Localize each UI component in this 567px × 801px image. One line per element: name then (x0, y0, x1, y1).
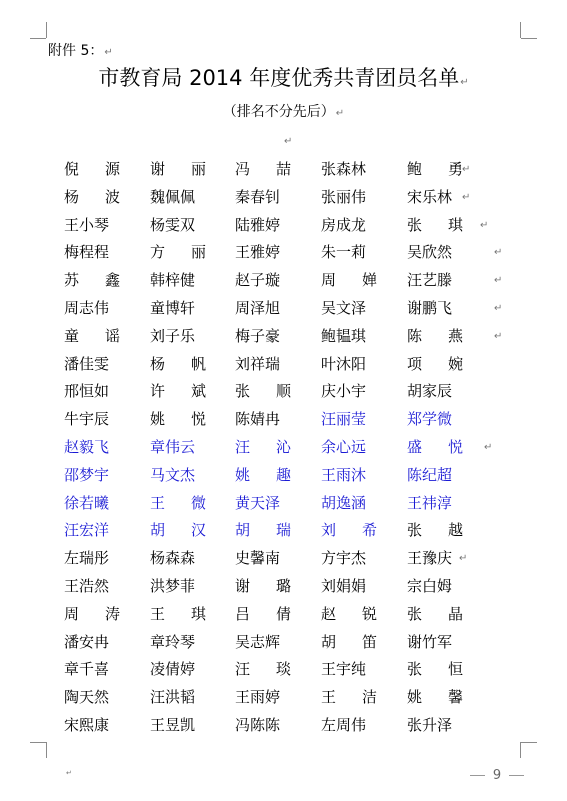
name-cell: 汪艺滕 (407, 271, 453, 290)
paragraph-mark: ↵ (460, 77, 469, 88)
name-cell: 胡 笛 (321, 632, 377, 651)
name-cell: 邵梦宇 (64, 465, 110, 484)
names-list (64, 156, 534, 740)
name-cell: 周志伟 (64, 298, 110, 317)
name-cell: 许 斌 (150, 382, 206, 401)
attachment-label-text: 附件 5： (48, 43, 104, 59)
crop-mark-top-right-h (521, 38, 537, 39)
name-row (64, 462, 534, 490)
page-number: 9 (492, 768, 502, 783)
name-cell: 苏 鑫 (64, 271, 120, 290)
name-row (64, 406, 534, 434)
name-cell: 潘佳雯 (64, 354, 110, 373)
paragraph-mark: ↵ (335, 108, 345, 119)
name-cell: 王豫庆 (407, 549, 453, 568)
name-row (64, 378, 534, 406)
name-cell: 赵子璇 (235, 271, 281, 290)
name-cell: 梅程程 (64, 243, 110, 262)
name-cell: 邢恒如 (64, 382, 110, 401)
footer-dash-right (509, 775, 524, 776)
paragraph-mark: ↵ (494, 330, 503, 342)
name-cell: 张 琪 (407, 215, 463, 234)
name-cell: 冯 喆 (235, 160, 291, 178)
footer-dash-left (470, 775, 485, 776)
name-cell: 张丽伟 (321, 187, 367, 206)
name-cell: 方宇杰 (321, 549, 367, 568)
name-cell: 庆小宇 (321, 382, 367, 401)
name-cell: 洪梦菲 (150, 576, 196, 595)
name-cell: 张 晶 (407, 604, 463, 623)
name-row (64, 490, 534, 518)
name-cell: 胡家辰 (407, 382, 453, 401)
name-cell: 张 恒 (407, 660, 463, 679)
name-row (64, 156, 534, 184)
crop-mark-bottom-left-h (30, 742, 46, 743)
name-cell: 余心远 (321, 437, 367, 456)
name-row (64, 656, 534, 684)
name-cell: 房成龙 (321, 215, 367, 234)
name-cell: 黄天泽 (235, 493, 281, 512)
page-title-text: 市教育局 2014 年度优秀共青团员名单 (98, 66, 460, 90)
name-cell: 陶天然 (64, 688, 110, 707)
name-cell: 谢竹军 (407, 632, 453, 651)
paragraph-mark: ↵ (104, 47, 113, 58)
name-row (64, 267, 534, 295)
name-cell: 周 涛 (64, 604, 120, 623)
page-title (0, 64, 567, 97)
name-row (64, 295, 534, 323)
name-cell: 赵 锐 (321, 604, 377, 623)
name-cell: 梅子豪 (235, 326, 281, 345)
name-cell: 章玲琴 (150, 632, 196, 651)
name-cell: 赵毅飞 (64, 437, 110, 456)
name-cell: 陈纪超 (407, 465, 453, 484)
name-cell: 胡 汉 (150, 521, 206, 540)
name-cell: 刘子乐 (150, 326, 196, 345)
name-cell: 陈婧冉 (235, 410, 281, 429)
name-cell: 吴欣然 (407, 243, 453, 262)
name-cell: 王 微 (150, 493, 206, 512)
name-cell: 刘祥瑞 (235, 354, 281, 373)
name-cell: 胡 瑞 (235, 521, 291, 540)
name-cell: 杨雯双 (150, 215, 196, 234)
name-cell: 王 琪 (150, 604, 206, 623)
paragraph-mark: ↵ (494, 302, 503, 314)
name-row (64, 712, 534, 740)
paragraph-mark: ↵ (462, 164, 471, 175)
name-cell: 杨森森 (150, 549, 196, 568)
name-row (64, 434, 534, 462)
name-cell: 童 谣 (64, 326, 120, 345)
crop-mark-top-left-h (30, 38, 46, 39)
name-cell: 姚 悦 (150, 410, 206, 429)
name-cell: 汪洪韬 (150, 688, 196, 707)
name-cell: 姚 馨 (407, 688, 463, 707)
name-row (64, 184, 534, 212)
name-cell: 吴文泽 (321, 298, 367, 317)
paragraph-mark: ↵ (459, 553, 468, 565)
name-row (64, 573, 534, 601)
name-cell: 陈 燕 (407, 326, 463, 345)
name-cell: 秦春钊 (235, 187, 281, 206)
name-cell: 谢鹏飞 (407, 298, 453, 317)
name-row (64, 517, 534, 545)
name-cell: 牛宇辰 (64, 410, 110, 429)
name-cell: 倪 源 (64, 160, 120, 178)
name-cell: 姚 趣 (235, 465, 291, 484)
crop-mark-bottom-left-v (46, 742, 47, 758)
name-cell: 马文杰 (150, 465, 196, 484)
name-row (64, 323, 534, 351)
name-cell: 童博轩 (150, 298, 196, 317)
name-cell: 宋乐林 (407, 187, 453, 206)
page-footer (462, 768, 532, 783)
name-cell: 王雨沐 (321, 465, 367, 484)
name-row (64, 212, 534, 240)
name-cell: 章伟云 (150, 437, 196, 456)
name-cell: 张森林 (321, 160, 367, 178)
name-cell: 吕 倩 (235, 604, 291, 623)
page-subtitle-text: （排名不分先后） (222, 104, 335, 120)
name-row (64, 239, 534, 267)
name-cell: 徐若曦 (64, 493, 110, 512)
blank-line-paragraph-mark: ↵ (284, 136, 293, 147)
name-cell: 吴志辉 (235, 632, 281, 651)
name-cell: 王浩然 (64, 576, 110, 595)
name-cell: 王宇纯 (321, 660, 367, 679)
name-cell: 汪 琰 (235, 660, 291, 679)
name-cell: 朱一莉 (321, 243, 367, 262)
name-cell: 鲍 勇 (407, 160, 463, 178)
attachment-label (48, 42, 113, 62)
name-cell: 宗白姆 (407, 576, 453, 595)
crop-mark-bottom-right-v (520, 742, 521, 758)
name-cell: 胡逸涵 (321, 493, 367, 512)
paragraph-mark: ↵ (462, 191, 471, 203)
bottom-paragraph-mark: ↵ (66, 769, 72, 777)
name-cell: 项 婉 (407, 354, 463, 373)
name-cell: 杨 波 (64, 187, 120, 206)
paragraph-mark: ↵ (484, 441, 493, 453)
paragraph-mark: ↵ (480, 219, 489, 231)
name-cell: 叶沐阳 (321, 354, 367, 373)
crop-mark-top-right-v (520, 22, 521, 38)
crop-mark-top-left-v (46, 22, 47, 38)
name-cell: 章千喜 (64, 660, 110, 679)
name-cell: 谢 璐 (235, 576, 291, 595)
name-cell: 郑学微 (407, 410, 453, 429)
name-cell: 潘安冉 (64, 632, 110, 651)
name-row (64, 351, 534, 379)
name-cell: 左瑞彤 (64, 549, 110, 568)
name-cell: 盛 悦 (407, 437, 463, 456)
name-cell: 方 丽 (150, 243, 206, 262)
name-cell: 张 越 (407, 521, 463, 540)
name-cell: 王雅婷 (235, 243, 281, 262)
name-row (64, 684, 534, 712)
name-cell: 谢 丽 (150, 160, 206, 178)
name-cell: 王昱凯 (150, 715, 196, 734)
name-cell: 冯陈陈 (235, 715, 281, 734)
name-row (64, 629, 534, 657)
paragraph-mark: ↵ (494, 275, 503, 287)
name-cell: 宋熙康 (64, 715, 110, 734)
name-cell: 张升泽 (407, 715, 453, 734)
name-cell: 韩梓健 (150, 271, 196, 290)
name-cell: 鲍韫琪 (321, 326, 367, 345)
name-cell: 魏佩佩 (150, 187, 196, 206)
name-cell: 王 洁 (321, 688, 377, 707)
name-row (64, 545, 534, 573)
name-cell: 刘娟娟 (321, 576, 367, 595)
name-cell: 周泽旭 (235, 298, 281, 317)
name-cell: 王雨婷 (235, 688, 281, 707)
name-cell: 汪丽莹 (321, 410, 367, 429)
name-cell: 刘 希 (321, 521, 377, 540)
name-cell: 陆雅婷 (235, 215, 281, 234)
page-subtitle (0, 103, 567, 123)
name-cell: 王小琴 (64, 215, 110, 234)
name-row (64, 601, 534, 629)
name-cell: 凌倩婷 (150, 660, 196, 679)
name-cell: 周 婵 (321, 271, 377, 290)
name-cell: 张 顺 (235, 382, 291, 401)
name-cell: 左周伟 (321, 715, 367, 734)
name-cell: 王祎淳 (407, 493, 453, 512)
paragraph-mark: ↵ (494, 247, 503, 259)
name-cell: 汪 沁 (235, 437, 291, 456)
name-cell: 史馨南 (235, 549, 281, 568)
crop-mark-bottom-right-h (521, 742, 537, 743)
name-cell: 杨 帆 (150, 354, 206, 373)
name-cell: 汪宏洋 (64, 521, 110, 540)
